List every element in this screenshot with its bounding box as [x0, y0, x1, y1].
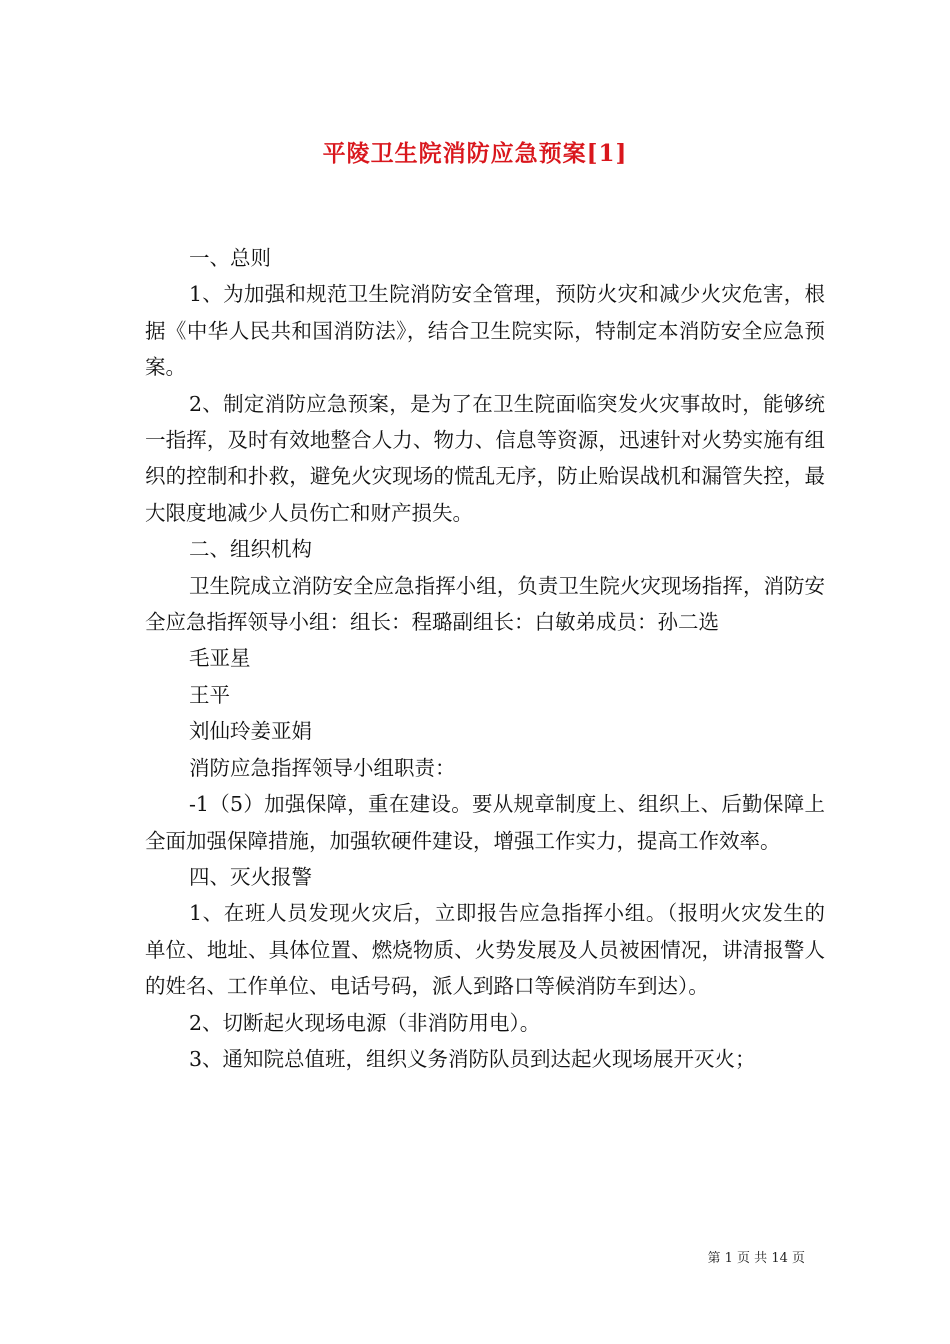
- paragraph: 3、通知院总值班，组织义务消防队员到达起火现场展开灭火；: [189, 1046, 756, 1071]
- paragraph: 2、制定消防应急预案，是为了在卫生院面临突发火灾事故时，能够统一指挥，及时有效地整合人力、物力、信息等资源，迅速针对火势实施有组织的控制和扑救，避免火灾现场的慌乱无序，防止贻误战机和漏管失控，最大限度地减少人员伤亡和财产损失。: [145, 391, 825, 525]
- paragraph: 1、为加强和规范卫生院消防安全管理，预防火灾和减少火灾危害，根据《中华人民共和国消防法》，结合卫生院实际，特制定本消防安全应急预案。: [145, 282, 825, 380]
- page-number-footer: 第 1 页 共 14 页: [707, 1251, 805, 1266]
- member-line: 毛亚星: [189, 646, 251, 671]
- section-heading-general: 一、总则: [189, 246, 271, 270]
- paragraph: 1、在班人员发现火灾后，立即报告应急指挥小组。（报明火灾发生的单位、地址、具体位置、燃烧物质、火势发展及人员被困情况，讲清报警人的姓名、工作单位、电话号码，派人到路口等候消防车到达）。: [145, 901, 825, 999]
- document-title: 平陵卫生院消防应急预案[1]: [322, 140, 628, 167]
- member-line: 王平: [189, 682, 230, 707]
- paragraph: -1（5）加强保障，重在建设。要从规章制度上、组织上、后勤保障上全面加强保障措施，加强软硬件建设，增强工作实力，提高工作效率。: [145, 792, 825, 853]
- paragraph: 消防应急指挥领导小组职责：: [189, 755, 456, 780]
- paragraph: 2、切断起火现场电源（非消防用电）。: [189, 1010, 541, 1035]
- document-body: [145, 240, 825, 1077]
- section-heading-organization: 二、组织机构: [189, 537, 312, 562]
- section-heading-alarm: 四、灭火报警: [189, 864, 312, 889]
- paragraph: 卫生院成立消防安全应急指挥小组，负责卫生院火灾现场指挥，消防安全应急指挥领导小组：组长：程璐副组长：白敏弟成员：孙二选: [145, 573, 825, 635]
- member-line: 刘仙玲姜亚娟: [189, 719, 312, 744]
